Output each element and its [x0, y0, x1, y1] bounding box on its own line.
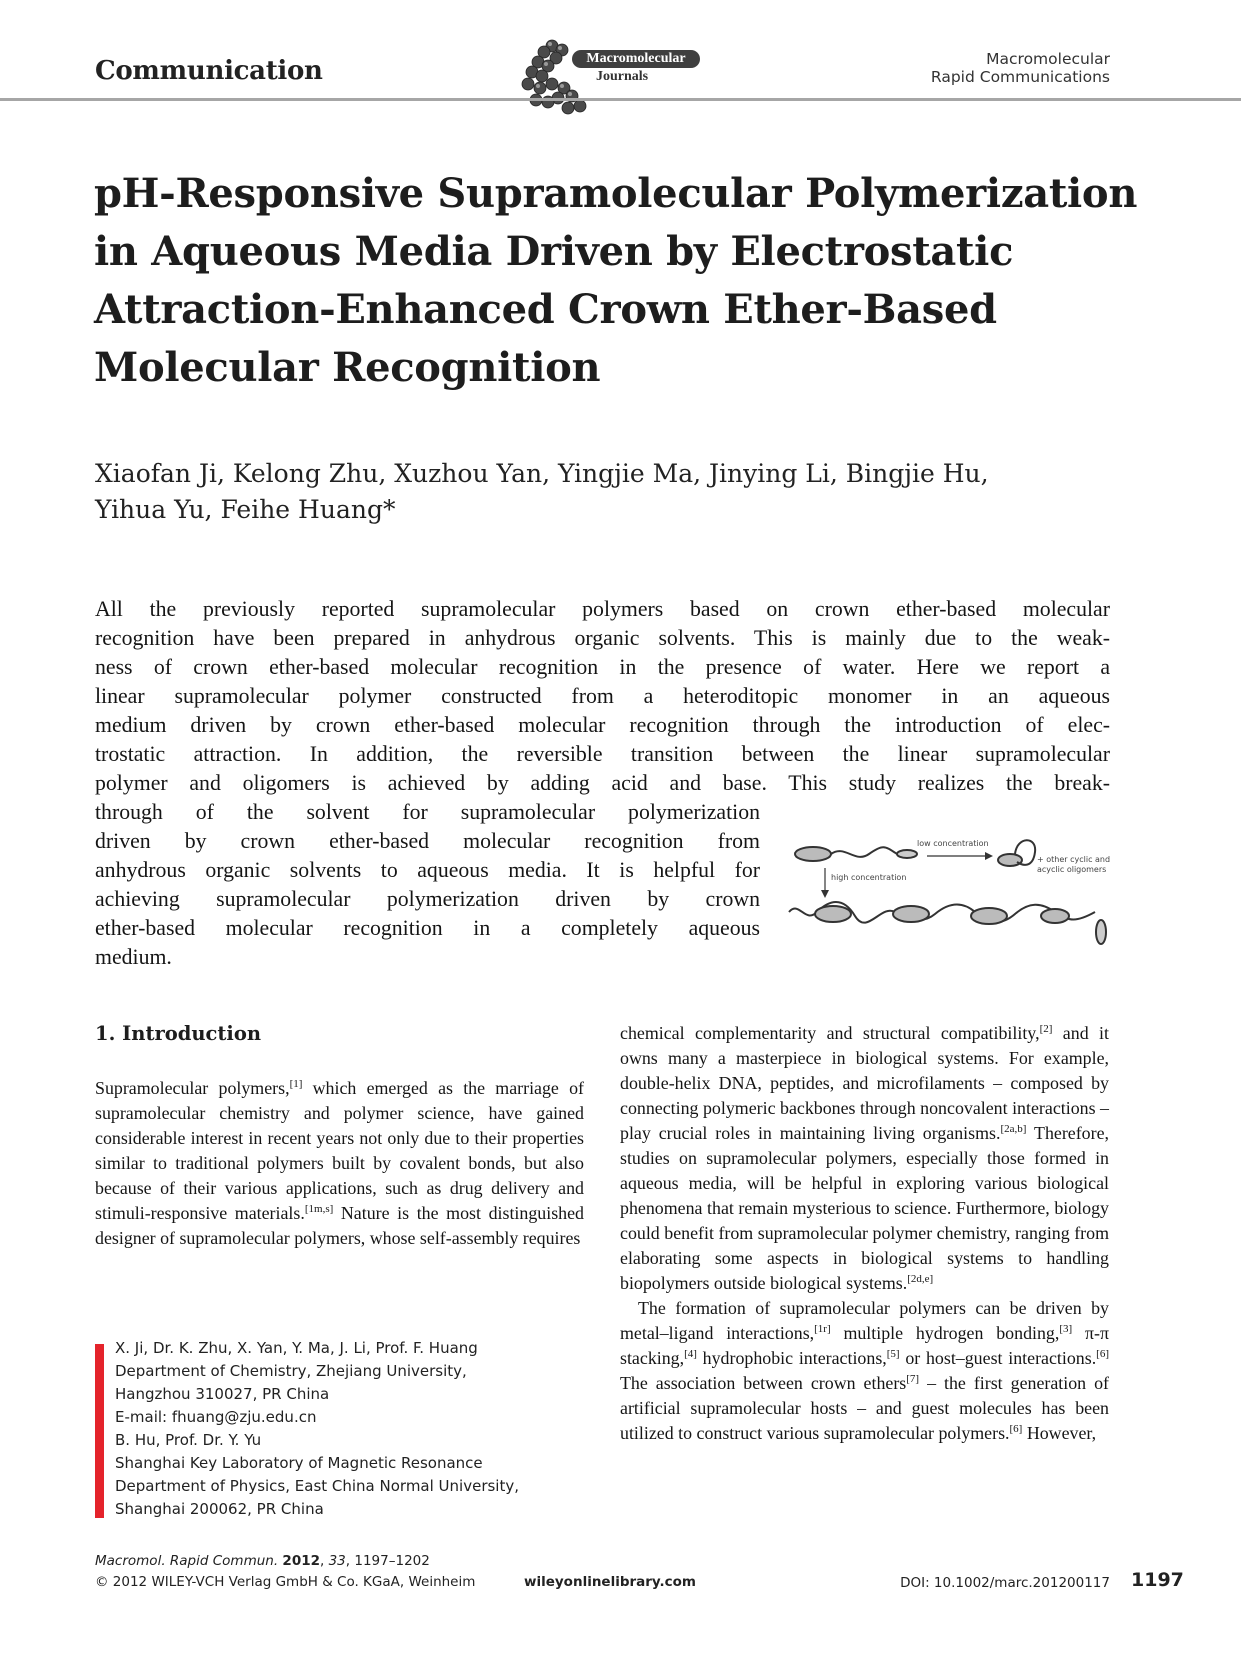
affiliation-line: X. Ji, Dr. K. Zhu, X. Yan, Y. Ma, J. Li, Prof. F. Huang: [115, 1339, 478, 1357]
polymer-ring-icon: [893, 906, 929, 922]
logo-band: Macromolecular: [572, 50, 700, 68]
footer-pages: 1197–1202: [354, 1553, 430, 1569]
other-oligomers-label-1: + other cyclic and: [1037, 855, 1111, 864]
authors-line-2: Yihua Yu, Feihe Huang*: [95, 495, 396, 524]
abstract-line: medium.: [95, 945, 172, 969]
citation-ref[interactable]: [4]: [684, 1348, 697, 1360]
other-oligomers-label-2: acyclic oligomers: [1037, 865, 1107, 874]
citation-ref[interactable]: [7]: [906, 1373, 920, 1385]
polymer-ring-icon: [815, 906, 851, 922]
article-title: pH-Responsive Supramolecular Polymerization in Aqueous Media Driven by Electrostatic Attraction-Enhanced Crown Ether-Based Molecular Recognition: [94, 170, 1138, 391]
text-run: π-π stacking,: [620, 1323, 1110, 1368]
text-run: Supramolecular polymers,: [95, 1078, 290, 1098]
citation-ref[interactable]: [2d,e]: [907, 1273, 934, 1285]
page-number: 1197: [1131, 1569, 1184, 1591]
abstract-line: linear supramolecular polymer constructed from a heteroditopic monomer in an aqueous: [95, 684, 1110, 708]
text-run: The formation of supramolecular polymers can be driven by metal–ligand interactions,: [620, 1298, 1109, 1343]
crown-ether-ring-icon: [795, 847, 831, 861]
header-rule: [0, 98, 1241, 101]
text-run: The association between crown ethers: [620, 1373, 907, 1393]
text-run: and it owns many a masterpiece in biological systems. For example, double-helix DNA, peptides, and microfilaments – composed by connecting polymeric backbones through noncovalent interactions – play crucial roles in maintaining living organisms.: [620, 1023, 1109, 1143]
citation-ref[interactable]: [2]: [1039, 1023, 1053, 1035]
abstract-line: through of the solvent for supramolecular polymerization: [95, 800, 760, 824]
citation-ref[interactable]: [3]: [1059, 1323, 1073, 1335]
abstract-line: medium driven by crown ether-based molecular recognition through the introduction of elec-: [95, 713, 1110, 737]
abstract-line: ness of crown ether-based molecular recognition in the presence of water. Here we report a: [95, 655, 1110, 679]
affiliation-line: Department of Physics, East China Normal University,: [115, 1477, 519, 1495]
affiliation-line: Shanghai Key Laboratory of Magnetic Resonance: [115, 1454, 483, 1472]
molecule-logo-icon: [518, 36, 598, 118]
abstract-line: polymer and oligomers is achieved by adding acid and base. This study realizes the break-: [95, 771, 1110, 795]
journal-logo: [518, 36, 703, 118]
logo-subtitle: Journals: [596, 69, 649, 84]
paragraph: [620, 1021, 1109, 1296]
journal-name-line1: Macromolecular: [986, 50, 1110, 68]
polymer-ring-icon: [1041, 909, 1069, 923]
text-run: – the first generation of artificial supramolecular hosts – and guest molecules has been utilized to construct various supramolecular polymers.: [620, 1373, 1110, 1443]
polymer-end-icon: [1096, 920, 1106, 944]
footer-citation: Macromol. Rapid Commun. 2012, 33, 1197–1202: [95, 1553, 430, 1569]
footer-year: 2012: [282, 1553, 320, 1569]
cyclic-monomer-ring-icon: [998, 854, 1022, 866]
abstract-line: trostatic attraction. In addition, the reversible transition between the linear supramolecular: [95, 742, 1110, 766]
abstract-line: ether-based molecular recognition in a completely aqueous: [95, 916, 760, 940]
paragraph: [95, 1076, 584, 1251]
high-concentration-label: high concentration: [831, 873, 907, 882]
footer-volume: 33: [328, 1553, 346, 1569]
affiliation-line: B. Hu, Prof. Dr. Y. Yu: [115, 1431, 262, 1449]
citation-ref[interactable]: [6]: [1009, 1423, 1023, 1435]
citation-ref[interactable]: [5]: [886, 1348, 900, 1360]
text-run: hydrophobic interactions,: [696, 1348, 887, 1368]
journal-name-line2: Rapid Communications: [930, 68, 1110, 86]
guest-end-icon: [897, 850, 917, 858]
affiliation-line: Department of Chemistry, Zhejiang University,: [115, 1362, 467, 1380]
low-concentration-label: low concentration: [917, 839, 989, 848]
citation-ref[interactable]: [2a,b]: [1000, 1123, 1027, 1135]
citation-ref[interactable]: [1m,s]: [304, 1203, 334, 1215]
abstract-line: All the previously reported supramolecular polymers based on crown ether-based molecular: [95, 597, 1110, 621]
text-run: or host–guest interactions.: [899, 1348, 1097, 1368]
journal-name: [931, 50, 1110, 86]
footer-doi[interactable]: DOI: 10.1002/marc.201200117: [900, 1575, 1110, 1591]
abstract-line: driven by crown ether-based molecular recognition from: [95, 829, 760, 853]
affiliation-accent-bar: [95, 1344, 104, 1518]
polymer-ring-icon: [971, 908, 1007, 924]
footer-copyright: © 2012 WILEY-VCH Verlag GmbH & Co. KGaA, Weinheim: [95, 1574, 476, 1590]
paragraph: [620, 1296, 1109, 1446]
text-run: Nature is the most distinguished designer of supramolecular polymers, whose self-assembly requires: [95, 1203, 584, 1248]
section-heading-introduction: 1. Introduction: [95, 1022, 262, 1045]
abstract-line: recognition have been prepared in anhydrous organic solvents. This is mainly due to the weak-: [95, 626, 1110, 650]
section-label: Communication: [95, 56, 323, 86]
text-run: Therefore, studies on supramolecular polymers, especially those formed in aqueous media, will be helpful in exploring various biological phenomena that remain mysterious to science. Furthermore, biology could benefit from supramolecular polymer chemistry, ranging from elaborating some aspects in biological systems to handling biopolymers outside biological systems.: [620, 1123, 1110, 1293]
body-column-right: [620, 1021, 1109, 1446]
text-run: multiple hydrogen bonding,: [830, 1323, 1060, 1343]
affiliation-line: Hangzhou 310027, PR China: [115, 1385, 330, 1403]
citation-ref[interactable]: [1]: [289, 1078, 303, 1090]
text-run: However,: [1022, 1423, 1097, 1443]
abstract-line: anhydrous organic solvents to aqueous media. It is helpful for: [95, 858, 760, 882]
graphical-abstract: [785, 832, 1115, 962]
footer-website-link[interactable]: wileyonlinelibrary.com: [524, 1574, 696, 1590]
text-run: which emerged as the marriage of supramolecular chemistry and polymer science, have gained considerable interest in recent years not only due to their properties similar to traditional polymers built by covalent bonds, but also because of their various applications, such as drug delivery and stimuli-responsive materials.: [95, 1078, 584, 1223]
body-column-left: [95, 1076, 584, 1251]
monomer-chain: [831, 847, 897, 857]
citation-ref[interactable]: [1r]: [814, 1323, 831, 1335]
citation-ref[interactable]: [6]: [1096, 1348, 1109, 1360]
text-run: chemical complementarity and structural compatibility,: [620, 1023, 1040, 1043]
affiliation-block: [115, 1337, 519, 1521]
authors-line-1: Xiaofan Ji, Kelong Zhu, Xuzhou Yan, Yingjie Ma, Jinying Li, Bingjie Hu,: [95, 459, 989, 488]
abstract-line: achieving supramolecular polymerization driven by crown: [95, 887, 760, 911]
affiliation-line: Shanghai 200062, PR China: [115, 1500, 324, 1518]
footer-journal: Macromol. Rapid Commun.: [95, 1553, 279, 1569]
affiliation-email[interactable]: E-mail: fhuang@zju.edu.cn: [115, 1408, 317, 1426]
